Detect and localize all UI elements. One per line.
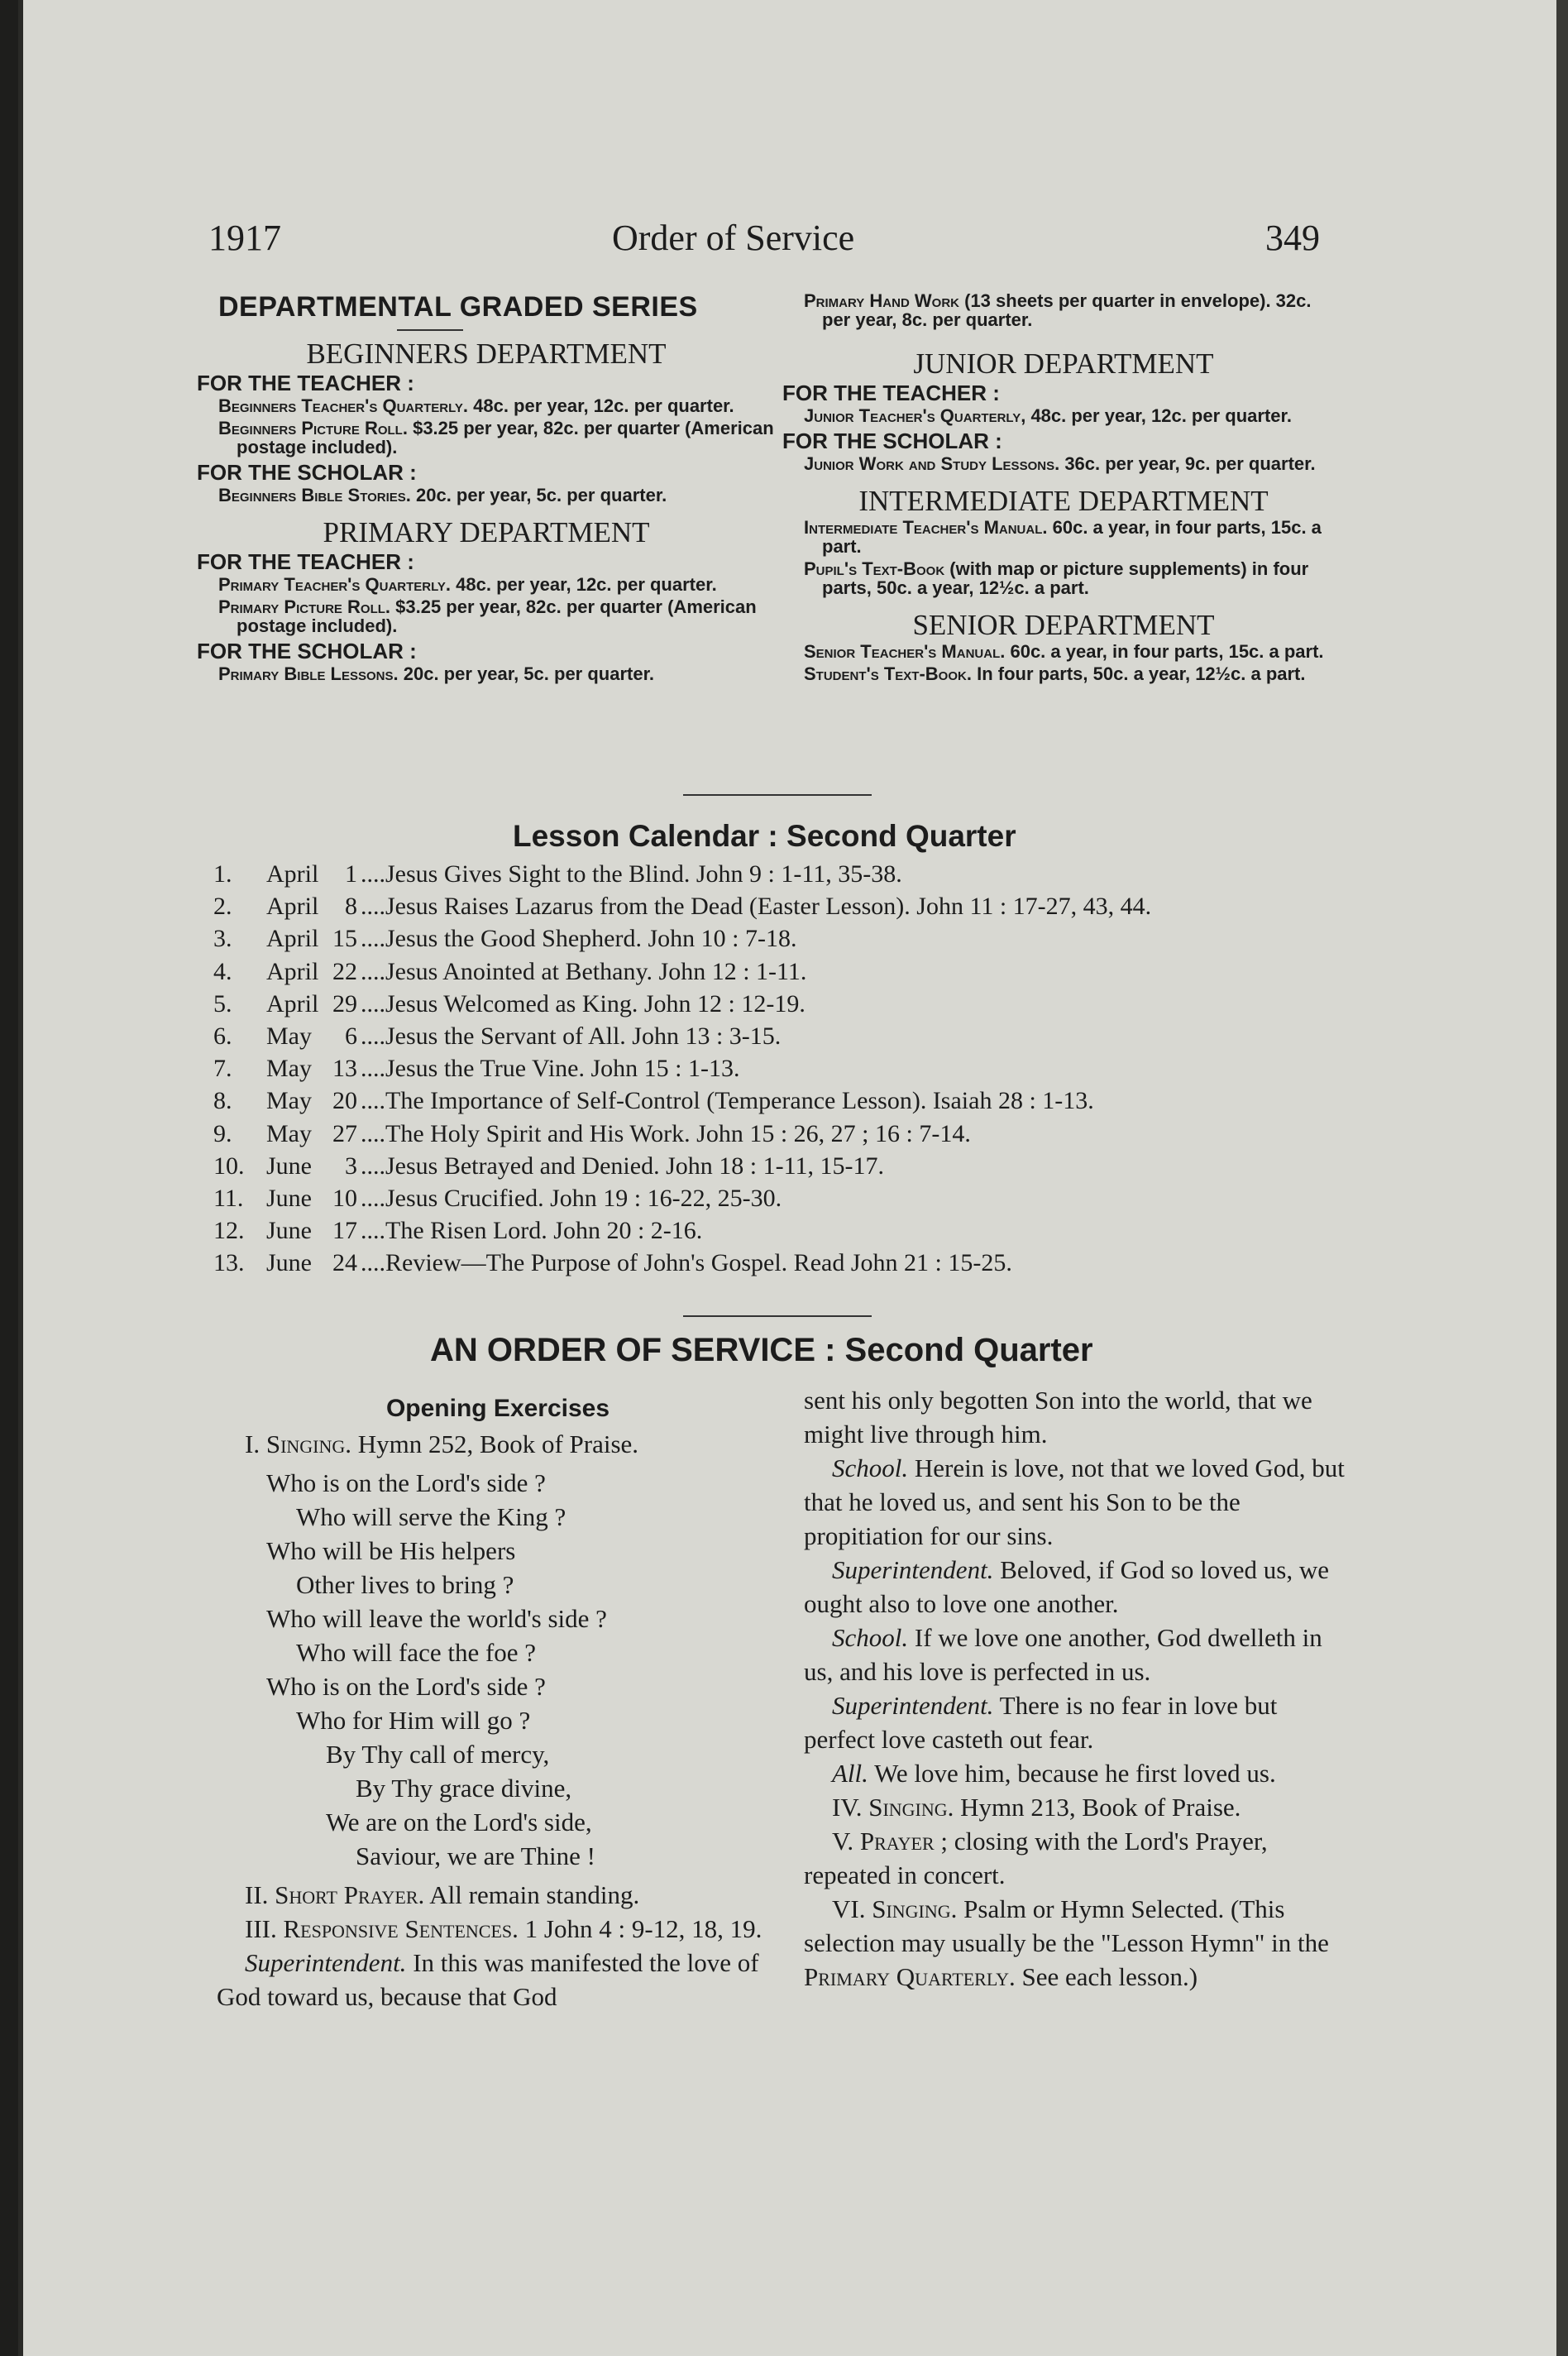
opening-exercises-heading: Opening Exercises — [385, 1395, 610, 1422]
audience-label: FOR THE TEACHER : — [782, 381, 1000, 405]
header-title: Order of Service — [612, 218, 855, 258]
publication-name: Student's Text-Book. — [804, 663, 972, 684]
publication-item — [782, 642, 1345, 661]
divider-rule-2 — [683, 1315, 872, 1317]
publication-price: (with map or picture supplements) in four parts, 50c. a year, 12½c. a part. — [822, 558, 1309, 598]
publication-price: In four parts, 50c. a year, 12½c. a part. — [971, 663, 1306, 684]
publication-name: Intermediate Teacher's Manual. — [804, 517, 1048, 538]
responsive-continuation: sent his only begotten Son into the world, that we might live through him. — [804, 1386, 1312, 1449]
publication-item — [782, 406, 1345, 425]
publication-name: Senior Teacher's Manual. — [804, 641, 1006, 662]
department-heading: BEGINNERS DEPARTMENT — [306, 338, 667, 370]
service-item-4: IV. Singing. Hymn 213, Book of Praise. — [832, 1793, 1241, 1822]
hymn-line: Who will face the foe ? — [296, 1638, 537, 1667]
hymn-line: Other lives to bring ? — [296, 1570, 514, 1599]
divider-rule-1 — [683, 794, 872, 796]
audience-label: FOR THE TEACHER : — [197, 549, 414, 574]
hymn-line: Who is on the Lord's side ? — [266, 1468, 546, 1497]
hymn-line: We are on the Lord's side, — [326, 1808, 592, 1836]
header-year: 1917 — [208, 218, 281, 258]
school-line-2: School. If we love one another, God dwelleth in us, and his love is perfected in us. — [804, 1623, 1322, 1686]
publication-price: $3.25 per year, 82c. per quarter (American postage included). — [237, 596, 757, 636]
series-rule — [397, 329, 463, 331]
lesson-day: 8 — [345, 893, 357, 921]
publication-name: Primary Bible Lessons. — [218, 663, 399, 684]
audience-label: FOR THE SCHOLAR : — [197, 460, 417, 485]
lesson-title: ....Jesus the Servant of All. John 13 : 3-15. — [361, 1022, 782, 1050]
hymn-line: By Thy grace divine, — [356, 1774, 572, 1803]
lesson-day: 24 — [332, 1249, 357, 1277]
superintendent-line-1: Superintendent. In this was manifested the love of God toward us, because that God — [217, 1948, 759, 2011]
lesson-month: June — [266, 1185, 312, 1212]
publication-name: Pupil's Text-Book — [804, 558, 945, 579]
series-left-column — [197, 338, 776, 687]
series-right-column — [782, 341, 1345, 687]
service-item-6: VI. Singing. Psalm or Hymn Selected. (This selection may usually be the "Lesson Hymn" in the Primary Quarterly. See each lesson.) — [804, 1894, 1329, 1991]
hymn-line: Who will be His helpers — [266, 1536, 516, 1565]
publication-name: Junior Teacher's Quarterly, — [804, 405, 1026, 426]
lesson-number: 4. — [213, 957, 232, 985]
lesson-month: June — [266, 1249, 312, 1277]
publication-price: 20c. per year, 5c. per quarter. — [410, 485, 667, 505]
calendar-list — [0, 860, 1568, 1291]
lesson-title: ....The Holy Spirit and His Work. John 15 : 26, 27 ; 16 : 7-14. — [361, 1119, 971, 1147]
publication-name: Primary Picture Roll. — [218, 596, 391, 617]
lesson-month: June — [266, 1152, 312, 1180]
item-text: (13 sheets per quarter in envelope). 32c. per year, 8c. per quarter. — [822, 290, 1312, 330]
lesson-number: 11. — [213, 1185, 244, 1212]
lesson-number: 2. — [213, 893, 232, 921]
lesson-month: June — [266, 1217, 312, 1245]
lesson-number: 8. — [213, 1087, 232, 1115]
lesson-title: ....The Importance of Self-Control (Temperance Lesson). Isaiah 28 : 1-13. — [361, 1087, 1094, 1115]
audience-label: FOR THE SCHOLAR : — [197, 639, 417, 663]
lesson-number: 10. — [213, 1152, 245, 1180]
publication-price: 48c. per year, 12c. per quarter. — [451, 574, 717, 595]
lesson-number: 13. — [213, 1249, 245, 1277]
department-heading: PRIMARY DEPARTMENT — [323, 516, 650, 548]
header-page-number: 349 — [1265, 218, 1320, 258]
lesson-title: ....Jesus the True Vine. John 15 : 1-13. — [361, 1055, 740, 1083]
hymn-line: Who for Him will go ? — [296, 1706, 531, 1735]
service-right-column — [804, 1383, 1350, 1994]
lesson-title: ....Jesus Anointed at Bethany. John 12 : 1-11. — [361, 957, 807, 985]
publication-price: $3.25 per year, 82c. per quarter (American postage included). — [237, 418, 774, 457]
lesson-month: April — [266, 893, 319, 921]
all-line: All. We love him, because he first loved us. — [832, 1759, 1276, 1788]
hymn-line: Saviour, we are Thine ! — [356, 1841, 596, 1870]
publication-name: Junior Work and Study Lessons. — [804, 453, 1060, 474]
publication-name: Beginners Teacher's Quarterly. — [218, 395, 468, 416]
audience-label: FOR THE SCHOLAR : — [782, 429, 1002, 453]
lesson-title: ....Jesus Crucified. John 19 : 16-22, 25-30. — [361, 1185, 782, 1212]
lesson-day: 13 — [332, 1055, 357, 1083]
publication-price: 60c. a year, in four parts, 15c. a part. — [822, 517, 1322, 557]
lesson-number: 5. — [213, 989, 232, 1018]
lesson-day: 15 — [332, 925, 357, 953]
audience-label: FOR THE TEACHER : — [197, 371, 414, 395]
lesson-number: 1. — [213, 860, 232, 888]
lesson-title: ....Jesus Welcomed as King. John 12 : 12-19. — [361, 989, 806, 1018]
order-of-service-title: AN ORDER OF SERVICE : Second Quarter — [430, 1332, 1093, 1368]
department-heading: JUNIOR DEPARTMENT — [913, 347, 1214, 380]
publication-item — [782, 559, 1345, 597]
publication-name: Beginners Picture Roll. — [218, 418, 408, 438]
publication-item — [197, 419, 776, 457]
item-name: Primary Hand Work — [804, 290, 959, 311]
lesson-number: 9. — [213, 1119, 232, 1147]
lesson-month: April — [266, 989, 319, 1018]
hymn-line: Who will serve the King ? — [296, 1502, 566, 1531]
lesson-number: 6. — [213, 1022, 232, 1050]
lesson-day: 3 — [345, 1152, 357, 1180]
lesson-day: 22 — [332, 957, 357, 985]
lesson-number: 12. — [213, 1217, 245, 1245]
lesson-month: May — [266, 1087, 312, 1115]
publication-price: 48c. per year, 12c. per quarter. — [1025, 405, 1292, 426]
publication-price: 60c. a year, in four parts, 15c. a part. — [1005, 641, 1324, 662]
publication-item — [197, 597, 776, 635]
lesson-month: April — [266, 957, 319, 985]
lesson-day: 1 — [345, 860, 357, 888]
lesson-month: May — [266, 1119, 312, 1147]
hymn-line: Who is on the Lord's side ? — [266, 1672, 546, 1701]
lesson-day: 10 — [332, 1185, 357, 1212]
publication-item — [782, 454, 1345, 473]
service-item-1: I. Singing. Hymn 252, Book of Praise. — [245, 1429, 639, 1458]
publication-item — [197, 575, 776, 594]
lesson-number: 7. — [213, 1055, 232, 1083]
lesson-day: 29 — [332, 989, 357, 1018]
service-left-column — [217, 1391, 779, 2014]
lesson-title: ....Jesus Betrayed and Denied. John 18 : 1-11, 15-17. — [361, 1152, 884, 1180]
publication-item — [197, 396, 776, 415]
department-heading: SENIOR DEPARTMENT — [912, 609, 1215, 641]
lesson-day: 6 — [345, 1022, 357, 1050]
series-title: DEPARTMENTAL GRADED SERIES — [218, 291, 698, 323]
publication-price: 48c. per year, 12c. per quarter. — [468, 395, 734, 416]
publication-item — [782, 664, 1345, 683]
lesson-title: ....The Risen Lord. John 20 : 2-16. — [361, 1217, 703, 1245]
service-item-2: II. Short Prayer. All remain standing. — [245, 1880, 640, 1909]
lesson-day: 27 — [332, 1119, 357, 1147]
lesson-title: ....Review—The Purpose of John's Gospel. Read John 21 : 15-25. — [361, 1249, 1012, 1277]
lesson-title: ....Jesus Gives Sight to the Blind. John 9 : 1-11, 35-38. — [361, 860, 902, 888]
calendar-title: Lesson Calendar : Second Quarter — [513, 819, 1016, 853]
lesson-month: April — [266, 925, 319, 953]
lesson-title: ....Jesus the Good Shepherd. John 10 : 7-18. — [361, 925, 797, 953]
publication-item — [197, 664, 776, 683]
publication-price: 20c. per year, 5c. per quarter. — [398, 663, 655, 684]
superintendent-line-2: Superintendent. Beloved, if God so loved us, we ought also to love one another. — [804, 1555, 1329, 1618]
primary-hand-work — [804, 291, 1333, 329]
publication-price: 36c. per year, 9c. per quarter. — [1059, 453, 1316, 474]
hymn-line: Who will leave the world's side ? — [266, 1604, 607, 1633]
lesson-day: 20 — [332, 1087, 357, 1115]
lesson-title: ....Jesus Raises Lazarus from the Dead (Easter Lesson). John 11 : 17-27, 43, 44. — [361, 893, 1152, 921]
service-item-5: V. Prayer ; closing with the Lord's Prayer, repeated in concert. — [804, 1827, 1268, 1889]
publication-name: Beginners Bible Stories. — [218, 485, 411, 505]
service-item-3: III. Responsive Sentences. 1 John 4 : 9-12, 18, 19. — [245, 1914, 762, 1943]
department-heading: INTERMEDIATE DEPARTMENT — [858, 485, 1269, 517]
lesson-month: April — [266, 860, 319, 888]
publication-item — [197, 486, 776, 505]
hymn-verse — [266, 1466, 779, 1873]
superintendent-line-3: Superintendent. There is no fear in love but perfect love casteth out fear. — [804, 1691, 1278, 1754]
publication-name: Primary Teacher's Quarterly. — [218, 574, 452, 595]
lesson-month: May — [266, 1055, 312, 1083]
hymn-line: By Thy call of mercy, — [326, 1740, 550, 1769]
lesson-month: May — [266, 1022, 312, 1050]
publication-item — [782, 518, 1345, 556]
lesson-day: 17 — [332, 1217, 357, 1245]
lesson-number: 3. — [213, 925, 232, 953]
school-line-1: School. Herein is love, not that we loved God, but that he loved us, and sent his Son to be the propitiation for our sins. — [804, 1453, 1345, 1550]
